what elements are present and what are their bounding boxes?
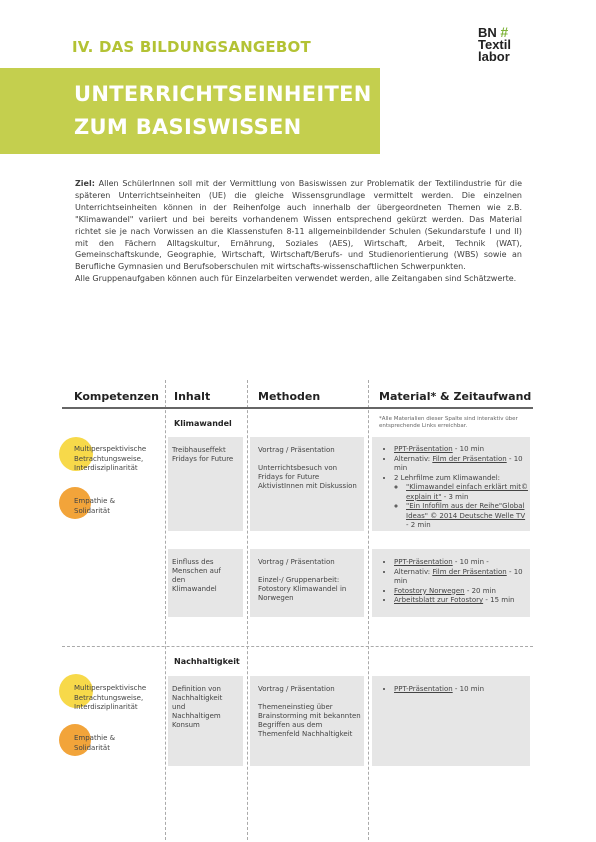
methoden-line-1: Vortrag / Präsentation	[258, 446, 335, 454]
methoden-line-1: Vortrag / Präsentation	[258, 685, 335, 693]
material-duration: - 2 min	[406, 521, 431, 529]
section-title-klimawandel: Klimawandel	[174, 419, 232, 428]
logo-line-3: labor	[478, 49, 510, 64]
material-link[interactable]: "Klimawandel einfach erklärt mit© explain it"	[406, 483, 528, 501]
material-duration: - 10 min -	[452, 558, 489, 566]
intro-text-2: Alle Gruppenaufgaben können auch für Einzelarbeiten verwendet werden, alle Zeitangaben sind Schätzwerte.	[75, 274, 517, 284]
inhalt-text: Definition von Nachhaltigkeit und Nachhaltigem Konsum	[172, 685, 223, 729]
material-duration: - 10 min	[394, 567, 523, 585]
inhalt-text: Treibhauseffekt Fridays for Future	[172, 446, 234, 463]
material-duration: - 3 min	[441, 492, 469, 501]
material-link[interactable]: "Ein Infofilm aus der Reihe"Global Ideas" © 2014 Deutsche Welle TV	[406, 502, 526, 520]
methoden-text	[258, 558, 362, 603]
kompetenz-multiperspektivisch: Multiperspektivische Betrachtungsweise, Interdisziplinarität	[74, 684, 147, 711]
kompetenz-empathie: Empathie & Solidarität	[74, 734, 116, 752]
material-item[interactable]	[394, 568, 528, 587]
material-list	[380, 445, 528, 531]
material-subitem[interactable]	[406, 502, 528, 531]
column-header-inhalt: Inhalt	[174, 390, 211, 403]
material-prefix: 2 Lehrfilme zum Klimawandel:	[394, 473, 501, 482]
header-rule	[62, 407, 533, 409]
intro-paragraph	[75, 178, 522, 285]
kompetenz-multiperspektivisch: Multiperspektivische Betrachtungsweise, Interdisziplinarität	[74, 445, 147, 472]
material-item	[394, 474, 528, 531]
material-item[interactable]	[394, 685, 528, 695]
column-header-material: Material* & Zeitaufwand	[379, 390, 532, 403]
material-subitem[interactable]	[406, 483, 528, 502]
material-duration: - 10 min	[452, 685, 485, 693]
methoden-line-2: Themeneinstieg über Brainstorming mit bekannten Begriffen aus dem Themenfeld Nachhaltigkeit	[258, 703, 361, 738]
column-header-kompetenzen: Kompetenzen	[74, 390, 159, 403]
material-link[interactable]: Film der Präsentation	[432, 454, 507, 463]
material-link[interactable]: PPT-Präsentation	[394, 445, 453, 453]
section-divider	[62, 646, 533, 647]
page-title-line-1: UNTERRICHTSEINHEITEN	[74, 82, 372, 106]
material-prefix: Alternativ:	[394, 454, 433, 463]
page-title-line-2: ZUM BASISWISSEN	[74, 115, 302, 139]
kompetenz-empathie: Empathie & Solidarität	[74, 497, 116, 515]
material-duration: - 10 min	[394, 454, 523, 472]
section-title-nachhaltigkeit: Nachhaltigkeit	[174, 657, 240, 666]
material-item[interactable]	[394, 596, 528, 606]
page-title	[74, 78, 372, 144]
material-link[interactable]: Film der Präsentation	[432, 567, 507, 576]
section-title: IV. DAS BILDUNGSANGEBOT	[72, 38, 311, 56]
bn-textil-labor-logo	[478, 26, 532, 74]
methoden-text	[258, 446, 362, 491]
material-link[interactable]: PPT-Präsentation	[394, 558, 453, 566]
logo-line-2: Textil	[478, 37, 511, 52]
material-prefix: Alternativ:	[394, 567, 433, 576]
intro-label: Ziel:	[75, 179, 95, 188]
intro-text: Allen SchülerInnen soll mit der Vermittlung von Basiswissen zur Problematik der Textilindustrie für die späteren Unterrichtseinheiten (UE) die gleiche Wissensgrundlage vermittelt werden. Die einzelnen Unterrichtseinheiten können in der Reihenfolge auch innerhalb der übergeordneten Themen wie z.B. "Klimawandel" variiert und bei bereits vorhandenem Wissen entsprechend gekürzt werden. Das Material richtet sie je nach Vorwissen an die Klassenstufen 8-11 allgemeinbildender Schulen (Sekundarstufe I und II) mit den Fächern Alltagskultur, Ernährung, Soziales (AES), Wirtschaft, Arbeit, Technik (WAT), Gemeinschaftskunde, Geographie, Wirtschaft, Wirtschaft/Berufs- und Studienorientierung (WBS) sowie an Berufliche Gymnasien und Berufsoberschulen mit wirtschafts-wissenschaftlichen Schwerpunkten.	[75, 179, 522, 272]
logo-line-1: BN	[478, 25, 497, 40]
material-duration: - 10 min	[452, 445, 485, 453]
methoden-text	[258, 685, 362, 739]
material-link[interactable]: Fotostory Norwegen	[394, 586, 465, 595]
material-duration: - 20 min	[464, 586, 496, 595]
material-link[interactable]: PPT-Präsentation	[394, 685, 453, 693]
column-divider	[368, 380, 369, 840]
methoden-line-2: Einzel-/ Gruppenarbeit: Fotostory Klimawandel in Norwegen	[258, 576, 347, 602]
methoden-line-2: Unterrichtsbesuch von Fridays for Future AktivistInnen mit Diskussion	[258, 464, 357, 490]
column-divider	[247, 380, 248, 840]
column-header-methoden: Methoden	[258, 390, 321, 403]
material-link[interactable]: Arbeitsblatt zur Fotostory	[394, 596, 484, 604]
material-item[interactable]	[394, 558, 528, 568]
logo-hash-icon: #	[500, 24, 509, 40]
inhalt-text: Einfluss des Menschen auf den Klimawandel	[172, 558, 221, 593]
material-item[interactable]	[394, 445, 528, 455]
material-item[interactable]	[394, 455, 528, 474]
methoden-line-1: Vortrag / Präsentation	[258, 558, 335, 566]
material-duration: - 15 min	[483, 596, 515, 604]
material-item[interactable]	[394, 587, 528, 597]
material-note: *Alle Materialien dieser Spalte sind interaktiv über entsprechende Links erreichbar.	[379, 416, 518, 429]
material-list	[380, 685, 528, 695]
material-list	[380, 558, 528, 606]
